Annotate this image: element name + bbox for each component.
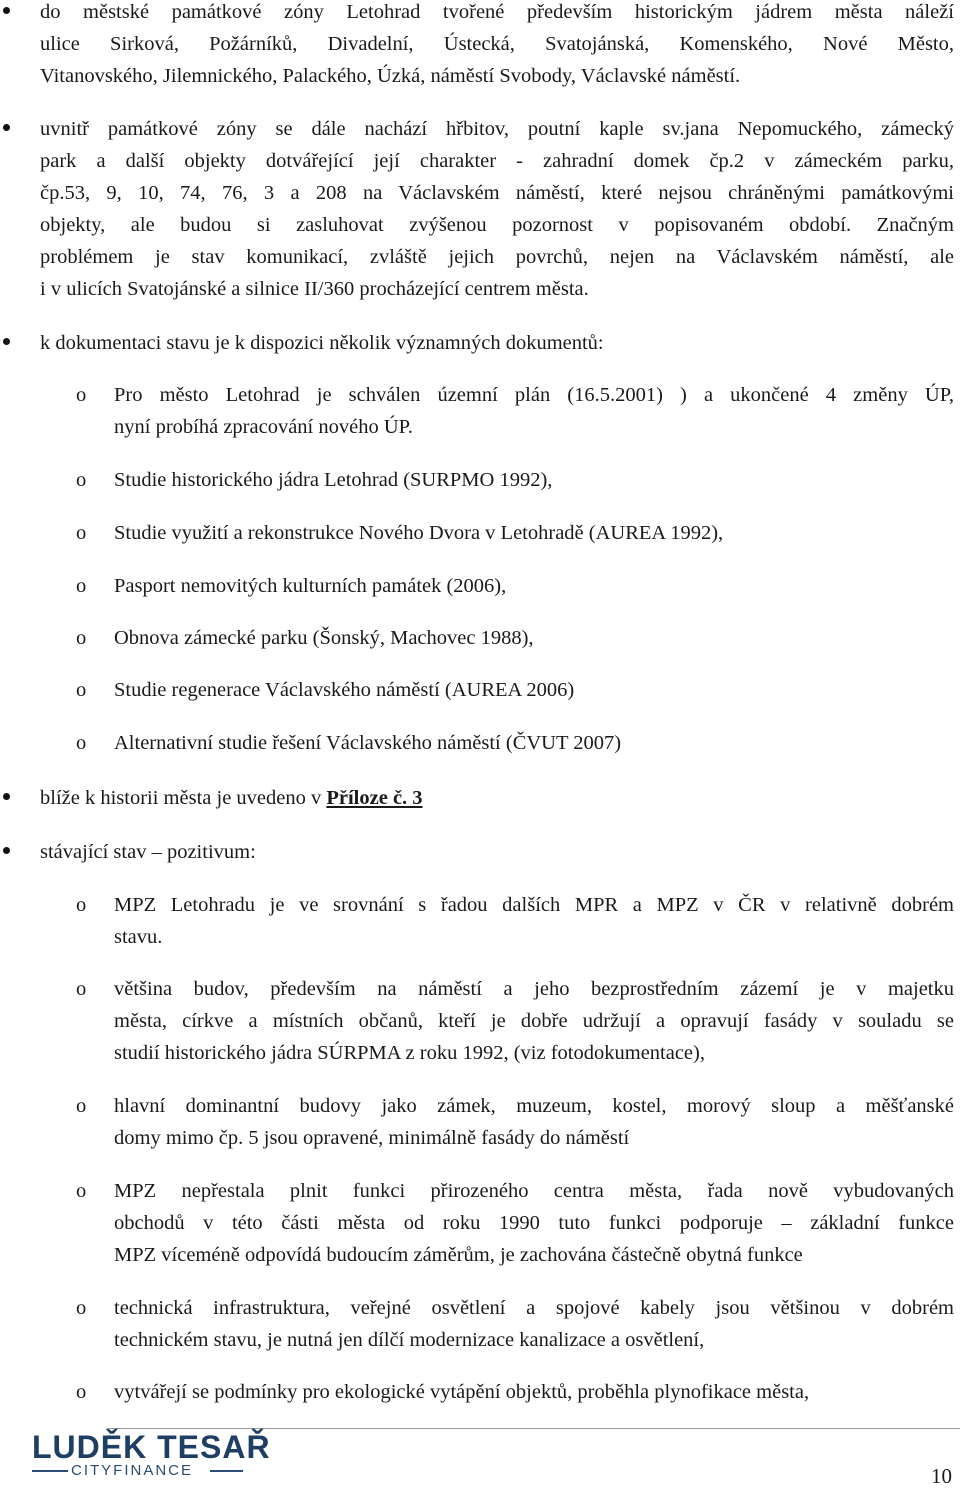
sub-item-line: Studie využití a rekonstrukce Nového Dvora v Letohradě (AUREA 1992),: [114, 522, 724, 544]
sub-item-line: technická infrastruktura, veřejné osvětlení a spojové kabely jsou většinou v dobrém: [114, 1297, 954, 1319]
sub-bullet-marker: o: [76, 384, 87, 406]
sub-item-line: města, církve a místních občanů, kteří je dobře udržují a opravují fasády v souladu se: [114, 1010, 954, 1032]
paragraph-line: [40, 786, 423, 810]
sub-bullet-marker: o: [76, 978, 87, 1000]
bullet-dot: [3, 124, 10, 131]
sub-bullet-marker: o: [76, 1381, 87, 1403]
sub-bullet-marker: o: [76, 575, 87, 597]
sub-bullet-marker: o: [76, 894, 87, 916]
sub-item-line: MPZ nepřestala plnit funkci přirozeného centra města, řada nově vybudovaných: [114, 1180, 954, 1202]
sub-bullet-marker: o: [76, 1095, 87, 1117]
sub-item-line: stavu.: [114, 926, 163, 948]
sub-bullet-marker: o: [76, 1297, 87, 1319]
sub-item-line: Pro město Letohrad je schválen územní plán (16.5.2001) ) a ukončené 4 změny ÚP,: [114, 384, 954, 406]
sub-bullet-marker: o: [76, 732, 87, 754]
sub-item-line: technickém stavu, je nutná jen dílčí modernizace kanalizace a osvětlení,: [114, 1329, 705, 1351]
bullet-dot: [3, 7, 10, 14]
bullet-dot: [3, 847, 10, 854]
sub-item-line: MPZ víceméně odpovídá budoucím záměrům, je zachována částečně obytná funkce: [114, 1244, 803, 1266]
sub-item-line: hlavní dominantní budovy jako zámek, muzeum, kostel, morový sloup a měšťanské: [114, 1095, 954, 1117]
annex-link[interactable]: Příloze č. 3: [326, 787, 423, 809]
sub-item-line: Studie historického jádra Letohrad (SURPMO 1992),: [114, 469, 553, 491]
paragraph-line: uvnitř památkové zóny se dále nachází hřbitov, poutní kaple sv.jana Nepomuckého, zámecký: [40, 118, 954, 140]
sub-item-line: obchodů v této části města od roku 1990 tuto funkci podporuje – základní funkce: [114, 1212, 954, 1234]
paragraph-line: ulice Sirková, Požárníků, Divadelní, Ústecká, Svatojánská, Komenského, Nové Město,: [40, 33, 954, 55]
paragraph-line: Vitanovského, Jilemnického, Palackého, Úzká, náměstí Svobody, Václavské náměstí.: [40, 65, 741, 87]
sub-item-line: Pasport nemovitých kulturních památek (2006),: [114, 575, 507, 597]
bullet-dot: [3, 338, 10, 345]
paragraph-line: k dokumentaci stavu je k dispozici několik významných dokumentů:: [40, 332, 604, 354]
paragraph-line: park a další objekty dotvářející její charakter - zahradní domek čp.2 v zámeckém parku,: [40, 150, 954, 172]
annex-reference-text: blíže k historii města je uvedeno v: [40, 787, 327, 809]
paragraph-line: čp.53, 9, 10, 74, 76, 3 a 208 na Václavském náměstí, které nejsou chráněnými památkovými: [40, 182, 954, 204]
logo-line-left: [32, 1470, 68, 1472]
sub-item-line: nyní probíhá zpracování nového ÚP.: [114, 416, 413, 438]
sub-bullet-marker: o: [76, 1180, 87, 1202]
sub-bullet-marker: o: [76, 522, 87, 544]
page-number: 10: [931, 1464, 952, 1488]
paragraph-line: problémem je stav komunikací, zvláště jejich povrchů, nejen na Václavském náměstí, ale: [40, 246, 954, 268]
sub-item-line: Alternativní studie řešení Václavského náměstí (ČVUT 2007): [114, 732, 622, 754]
bullet-dot: [3, 793, 10, 800]
company-logo-subtitle: CITYFINANCE: [71, 1462, 194, 1479]
sub-item-line: studií historického jádra SÚRPMA z roku 1992, (viz fotodokumentace),: [114, 1042, 705, 1064]
sub-item-line: Obnova zámecké parku (Šonský, Machovec 1988),: [114, 627, 534, 649]
sub-item-line: Studie regenerace Václavského náměstí (AUREA 2006): [114, 679, 575, 701]
sub-bullet-marker: o: [76, 627, 87, 649]
company-logo-name: LUDĚK TESAŘ: [32, 1429, 271, 1465]
paragraph-line: do městské památkové zóny Letohrad tvořené především historickým jádrem města náleží: [40, 1, 954, 23]
paragraph-line: objekty, ale budou si zasluhovat zvýšenou pozornost v popisovaném období. Značným: [40, 214, 954, 236]
sub-item-line: MPZ Letohradu je ve srovnání s řadou dalších MPR a MPZ v ČR v relativně dobrém: [114, 894, 954, 916]
sub-bullet-marker: o: [76, 469, 87, 491]
sub-item-line: většina budov, především na náměstí a jeho bezprostředním zázemí je v majetku: [114, 978, 954, 1000]
sub-item-line: domy mimo čp. 5 jsou opravené, minimálně fasády do náměstí: [114, 1127, 630, 1149]
sub-item-line: vytvářejí se podmínky pro ekologické vytápění objektů, proběhla plynofikace města,: [114, 1381, 810, 1403]
paragraph-line: i v ulicích Svatojánské a silnice II/360 procházející centrem města.: [40, 278, 589, 300]
paragraph-line: stávající stav – pozitivum:: [40, 841, 256, 863]
sub-bullet-marker: o: [76, 679, 87, 701]
logo-line-right: [210, 1470, 243, 1472]
